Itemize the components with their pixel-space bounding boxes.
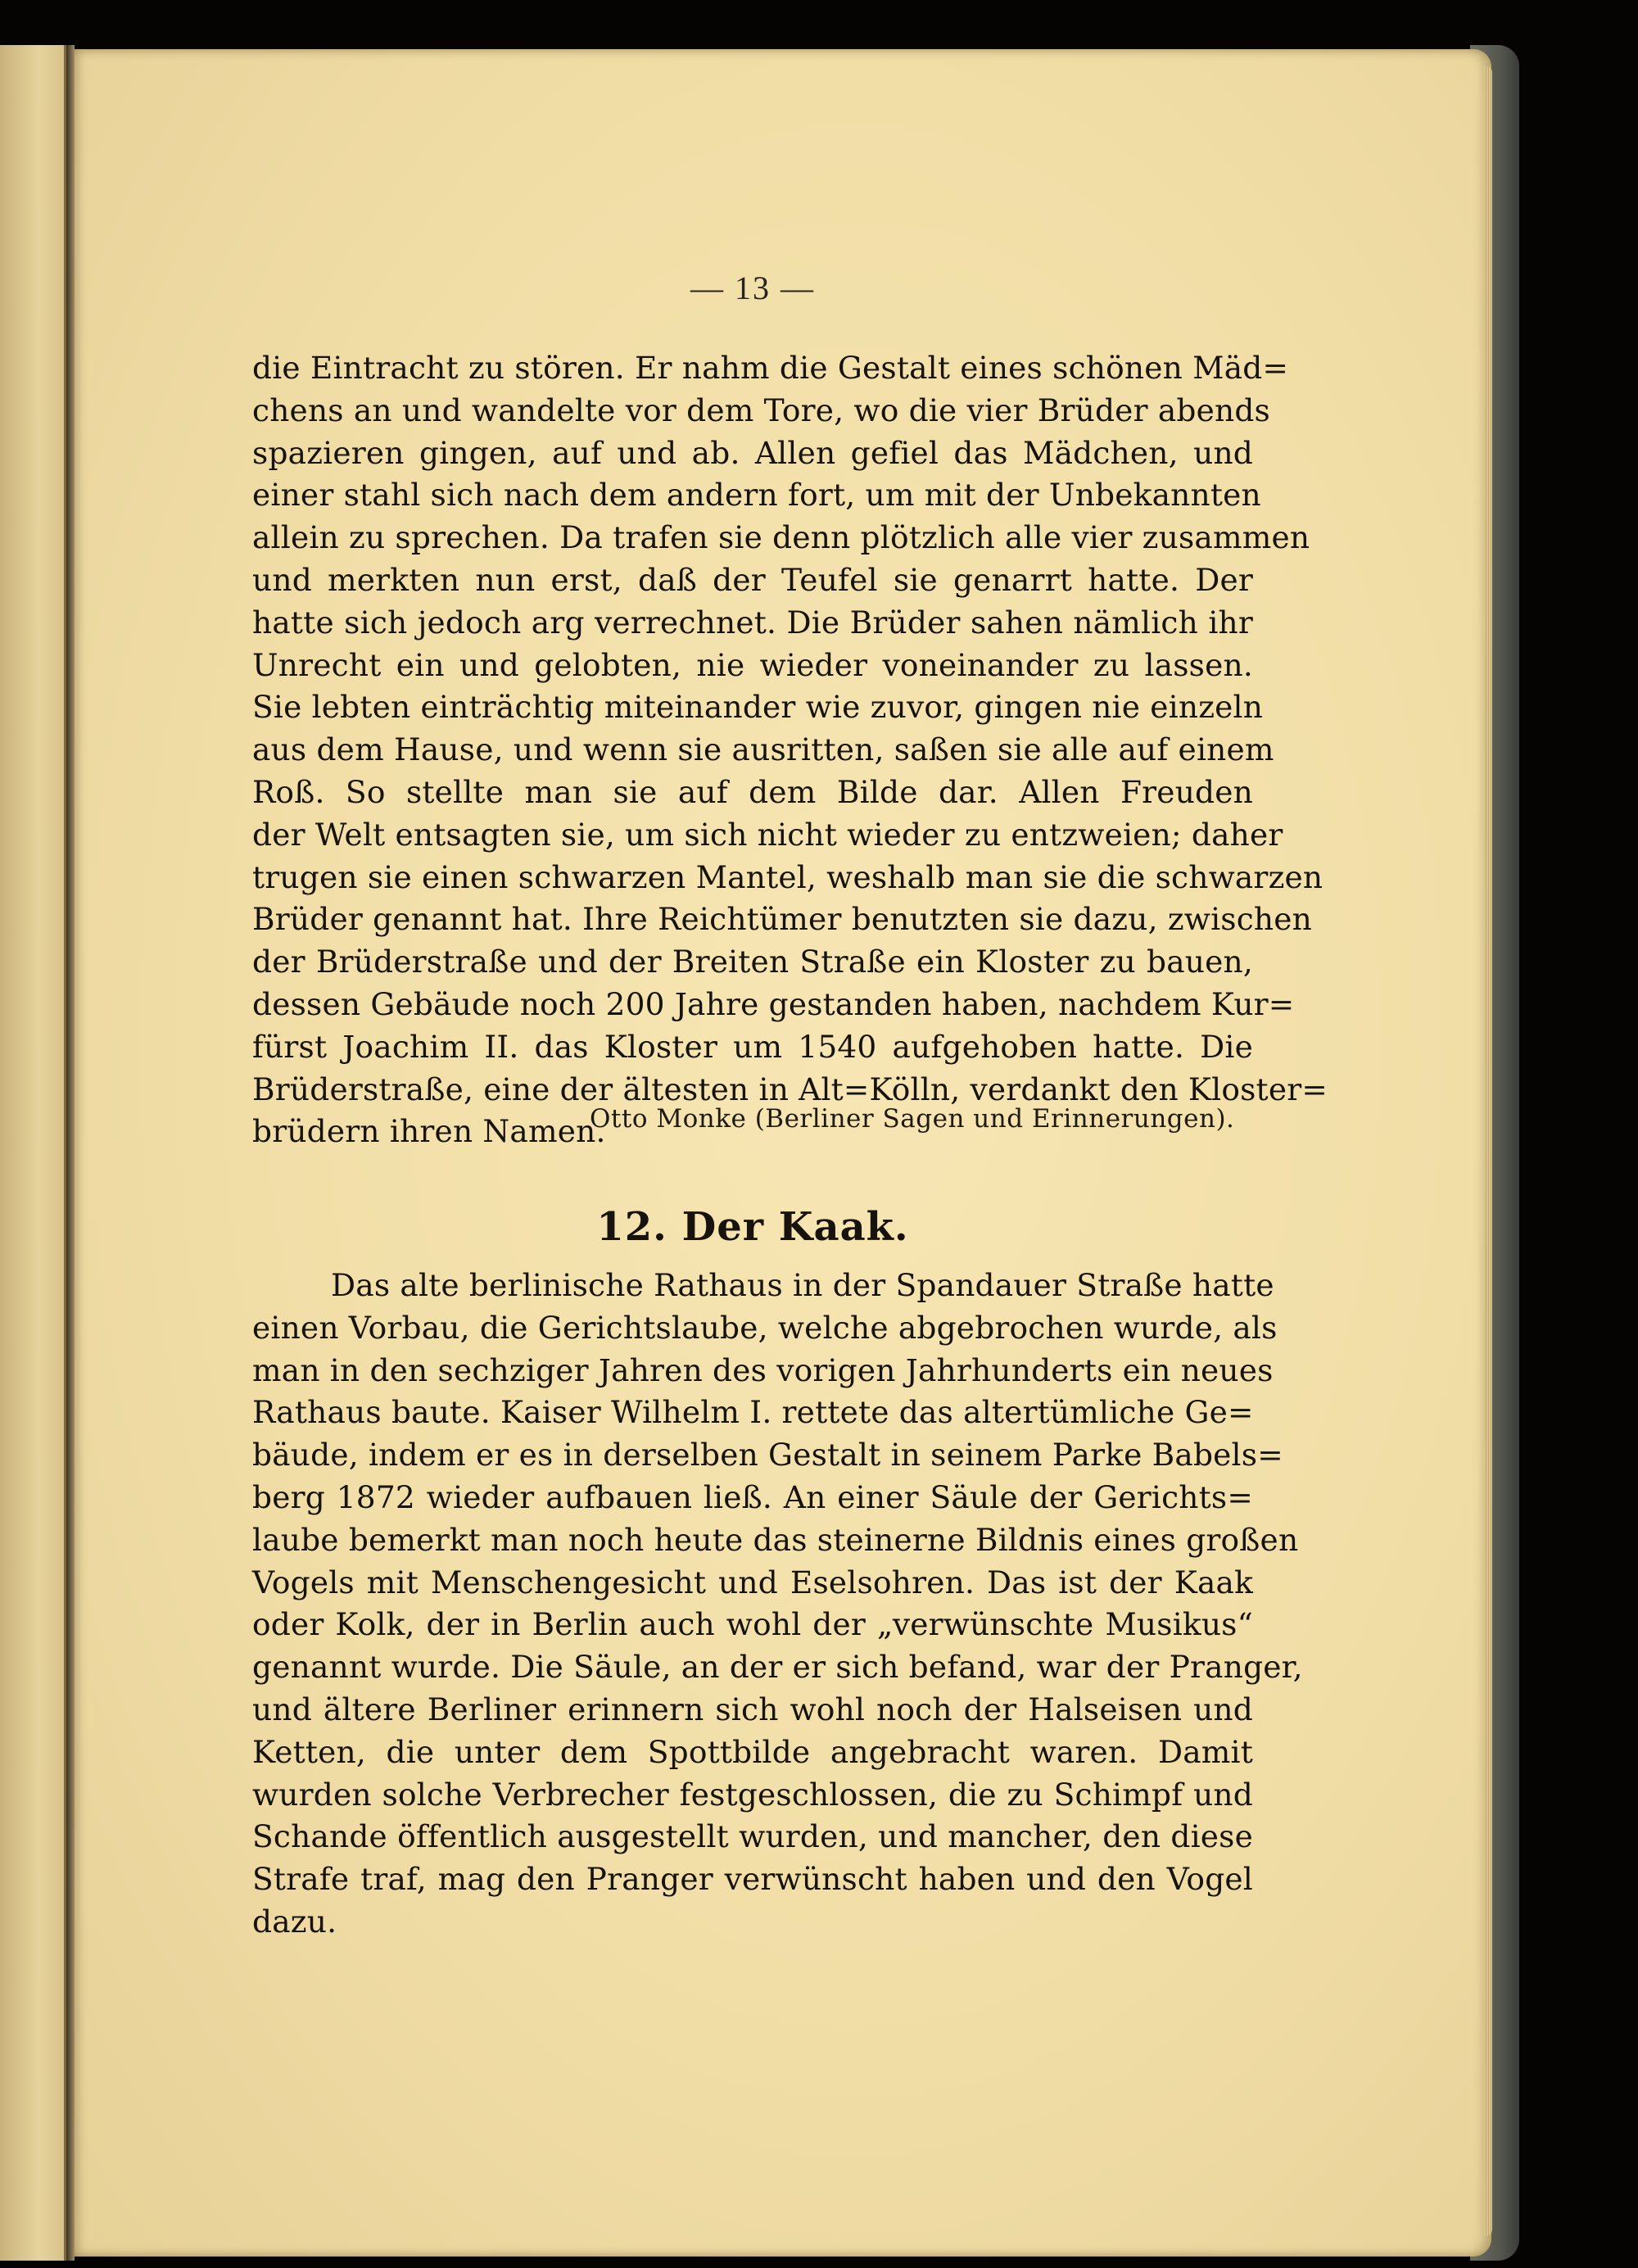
text-line: Brüderstraße, eine der ältesten in Alt=Kölln, verdankt den Kloster= [252, 1071, 1328, 1107]
text-line: Unrecht ein und gelobten, nie wieder voneinander zu lassen. [252, 646, 1253, 683]
text-line: dazu. [252, 1903, 337, 1940]
text-line: aus dem Hause, und wenn sie ausritten, saßen sie alle auf einem [252, 731, 1274, 768]
text-line: oder Kolk, der in Berlin auch wohl der „verwünschte Musikus“ [252, 1606, 1253, 1643]
text-line: spazieren gingen, auf und ab. Allen gefiel das Mädchen, und [252, 434, 1253, 471]
text-line: fürst Joachim II. das Kloster um 1540 aufgehoben hatte. Die [252, 1028, 1253, 1065]
text-line: Das alte berlinische Rathaus in der Spandauer Straße hatte [331, 1267, 1274, 1303]
text-line: Roß. So stellte man sie auf dem Bilde dar. Allen Freuden [252, 773, 1253, 810]
chapter-body [252, 1265, 1303, 1944]
text-line: hatte sich jedoch arg verrechnet. Die Brüder sahen nämlich ihr [252, 604, 1253, 641]
page-number: — 13 — [690, 269, 815, 306]
text-line: Schande öffentlich ausgestellt wurden, und mancher, den diese [252, 1818, 1253, 1855]
text-line: Strafe traf, mag den Pranger verwünscht haben und den Vogel [252, 1861, 1253, 1898]
text-line: einer stahl sich nach dem andern fort, um mit der Unbekannten [252, 477, 1261, 514]
text-line: Sie lebten einträchtig miteinander wie zuvor, gingen nie einzeln [252, 689, 1264, 726]
text-line: bäude, indem er es in derselben Gestalt in seinem Parke Babels= [252, 1437, 1283, 1474]
text-line: und ältere Berliner erinnern sich wohl noch der Halseisen und [252, 1691, 1253, 1727]
text-line: brüdern ihren Namen. [252, 1113, 606, 1150]
text-line: Vogels mit Menschengesicht und Eselsohren. Das ist der Kaak [252, 1564, 1253, 1600]
text-line: genannt wurde. Die Säule, an der er sich befand, war der Pranger, [252, 1649, 1303, 1686]
text-line: chens an und wandelte vor dem Tore, wo die vier Brüder abends [252, 392, 1270, 428]
text-line: man in den sechziger Jahren des vorigen Jahrhunderts ein neues [252, 1351, 1274, 1388]
text-line: dessen Gebäude noch 200 Jahre gestanden haben, nachdem Kur= [252, 985, 1295, 1022]
page-stack-edge [1484, 66, 1492, 2236]
text-line: allein zu sprechen. Da trafen sie denn plötzlich alle vier zusammen [252, 519, 1310, 556]
text-line: laube bemerkt man noch heute das steinerne Bildnis eines großen [252, 1521, 1299, 1558]
text-line: der Brüderstraße und der Breiten Straße ein Kloster zu bauen, [252, 944, 1253, 980]
text-line: und merkten nun erst, daß der Teufel sie genarrt hatte. Der [252, 561, 1253, 598]
text-line: der Welt entsagten sie, um sich nicht wieder zu entzweien; daher [252, 816, 1283, 853]
text-line: die Eintracht zu stören. Er nahm die Gestalt eines schönen Mäd= [252, 350, 1289, 386]
text-line: wurden solche Verbrecher festgeschlossen, die zu Schimpf und [252, 1776, 1253, 1813]
left-page-edge [0, 45, 66, 2261]
chapter-title: 12. Der Kaak. [596, 1204, 909, 1250]
text-line: Ketten, die unter dem Spottbilde angebracht waren. Damit [252, 1733, 1253, 1770]
book-gutter [66, 45, 75, 2261]
text-line: Rathaus baute. Kaiser Wilhelm I. rettete das altertümliche Ge= [252, 1394, 1254, 1431]
text-line: Brüder genannt hat. Ihre Reichtümer benutzten sie dazu, zwischen [252, 901, 1313, 938]
text-line: berg 1872 wieder aufbauen ließ. An einer Säule der Gerichts= [252, 1478, 1253, 1515]
text-line: einen Vorbau, die Gerichtslaube, welche abgebrochen wurde, als [252, 1309, 1278, 1346]
story-continuation [252, 347, 1328, 1153]
source-attribution: Otto Monke (Berliner Sagen und Erinnerungen). [590, 1104, 1235, 1134]
text-line: trugen sie einen schwarzen Mantel, weshalb man sie die schwarzen [252, 858, 1324, 895]
